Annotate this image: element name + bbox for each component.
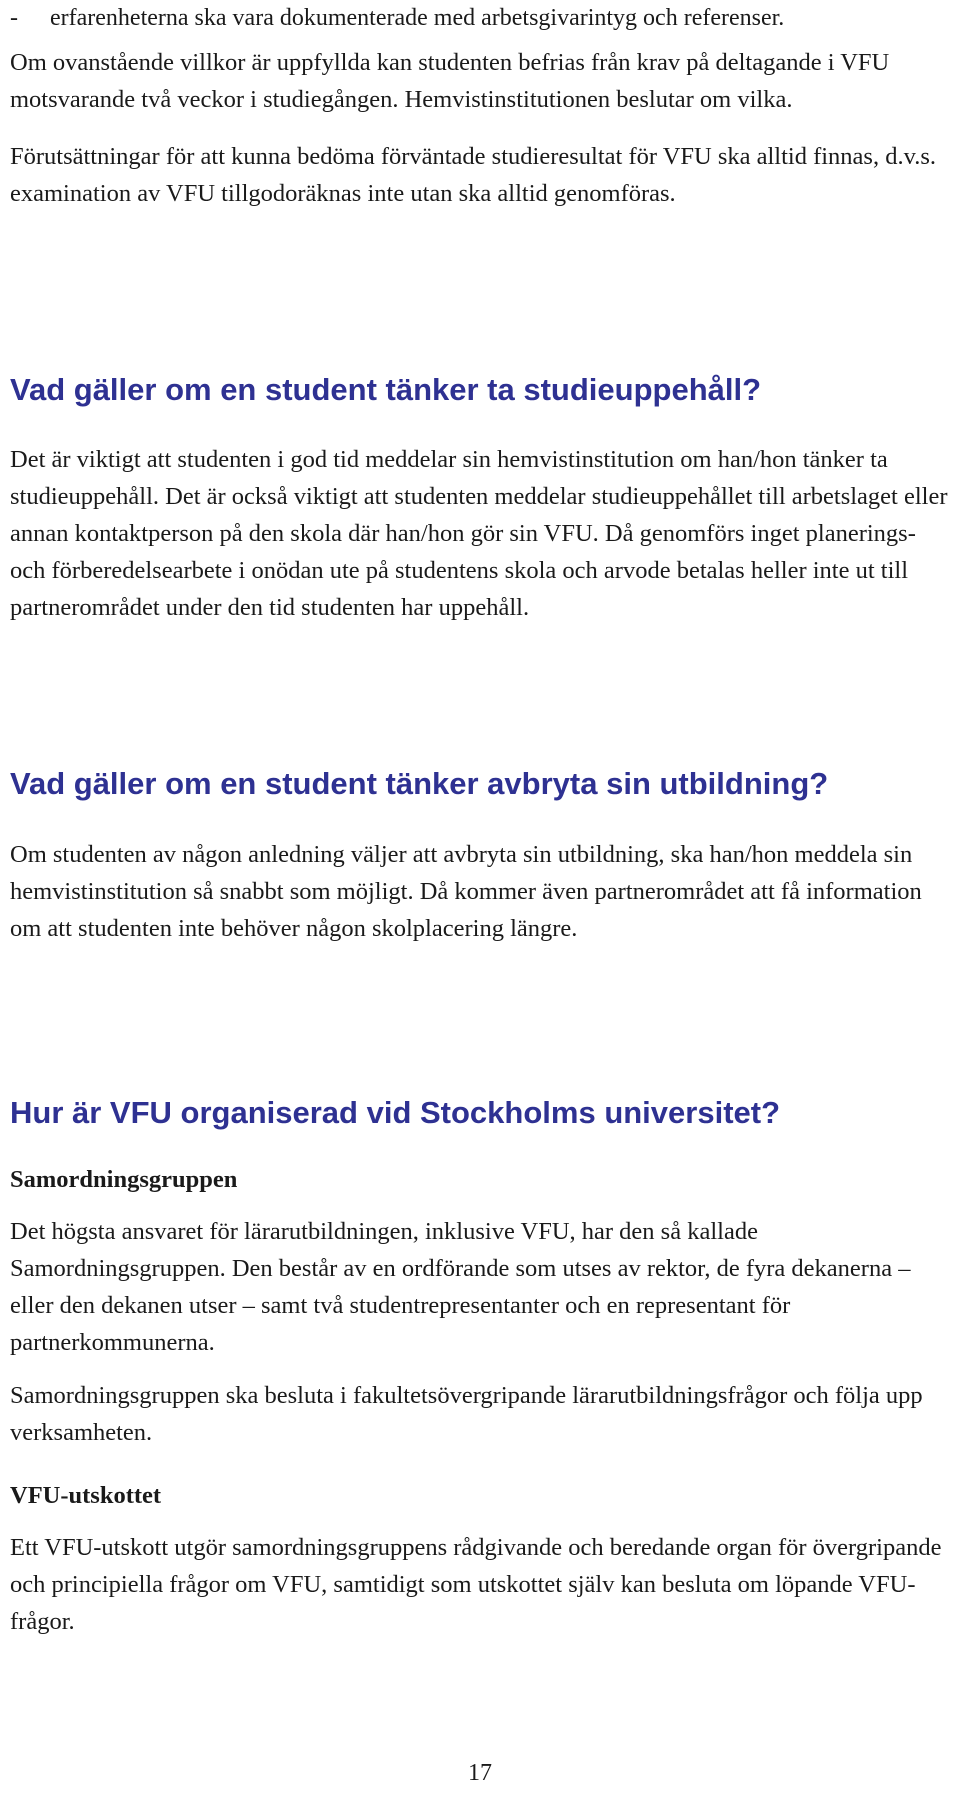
samordningsgruppen-paragraph-1: Det högsta ansvaret för lärarutbildningen, inklusive VFU, har den så kallade Samordningsgruppen. Den består av en ordförande som utses av rektor, de fyra dekanerna – eller den dekanen utser – samt två studentrepresentanter och en representant för partnerkommunerna.	[10, 1218, 911, 1356]
subheading-vfu-utskottet: VFU-utskottet	[10, 1482, 162, 1509]
bullet-dash: -	[10, 5, 18, 31]
vfu-utskottet-paragraph: Ett VFU-utskott utgör samordningsgruppens rådgivande och beredande organ för övergripande och principiella frågor om VFU, samtidigt som utskottet själv kan besluta om löpande VFU-frågor.	[10, 1534, 942, 1635]
study-break-paragraph: Det är viktigt att studenten i god tid meddelar sin hemvistinstitution om han/hon tänker ta studieuppehåll. Det är också viktigt att studenten meddelar studieuppehållet till arbetslaget eller annan kontaktperson på den skola där han/hon gör sin VFU. Då genomförs inget planerings- och förberedelsearbete i onödan ute på studentens skola och arvode betalas heller inte ut till partnerområdet under den tid studenten har uppehåll.	[10, 446, 948, 621]
bullet-text: erfarenheterna ska vara dokumenterade med arbetsgivarintyg och referenser.	[50, 5, 785, 31]
samordningsgruppen-paragraph-2: Samordningsgruppen ska besluta i fakultetsövergripande lärarutbildningsfrågor och följa upp verksamheten.	[10, 1382, 923, 1446]
page-number: 17	[468, 1760, 492, 1786]
quit-education-paragraph: Om studenten av någon anledning väljer att avbryta sin utbildning, ska han/hon meddela sin hemvistinstitution så snabbt som möjligt. Då kommer även partnerområdet att få information om att studenten inte behöver någon skolplacering längre.	[10, 841, 922, 942]
intro-paragraph-2: Förutsättningar för att kunna bedöma förväntade studieresultat för VFU ska alltid finnas, d.v.s. examination av VFU tillgodoräknas inte utan ska alltid genomföras.	[10, 143, 937, 207]
bullet-item	[10, 0, 950, 36]
heading-vfu-organisation: Hur är VFU organiserad vid Stockholms universitet?	[10, 1095, 781, 1130]
heading-study-break: Vad gäller om en student tänker ta studieuppehåll?	[10, 372, 762, 407]
heading-quit-education: Vad gäller om en student tänker avbryta sin utbildning?	[10, 766, 829, 801]
intro-paragraph-1: Om ovanstående villkor är uppfyllda kan studenten befrias från krav på deltagande i VFU motsvarande två veckor i studiegången. Hemvistinstitutionen beslutar om vilka.	[10, 49, 890, 113]
subheading-samordningsgruppen: Samordningsgruppen	[10, 1166, 238, 1193]
